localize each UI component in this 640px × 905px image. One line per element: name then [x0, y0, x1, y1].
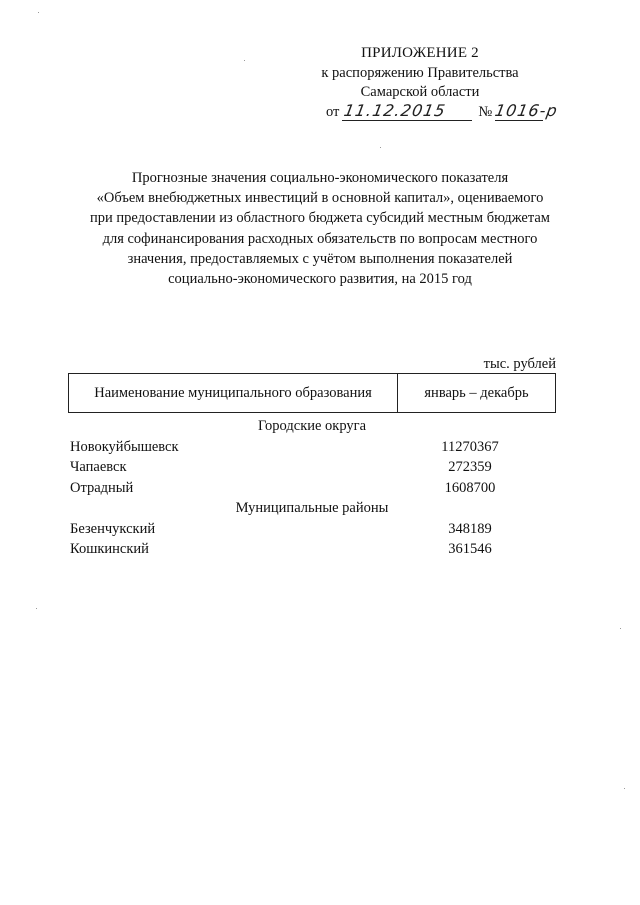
units-label: тыс. рублей	[483, 356, 556, 372]
heading-line: «Объем внебюджетных инвестиций в основной капитал», оцениваемого	[96, 190, 544, 207]
number-label: №	[478, 103, 493, 120]
municipality-name: Новокуйбышевск	[70, 438, 179, 455]
column-header-name: Наименование муниципального образования	[69, 374, 398, 412]
forecast-value: 361546	[448, 541, 492, 557]
appendix-header	[300, 44, 560, 123]
forecast-value: 1608700	[444, 479, 496, 496]
heading-line: социально-экономического развития, на 2015 год	[168, 271, 472, 288]
heading-line: значения, предоставляемых с учётом выполнения показателей	[127, 250, 513, 267]
table-row	[68, 457, 556, 478]
from-label: от	[326, 103, 340, 120]
municipality-name: Кошкинский	[70, 541, 149, 557]
appendix-signature-line	[300, 100, 560, 123]
appendix-line-2: Самарской области	[360, 84, 480, 100]
scan-speck	[620, 628, 621, 629]
heading-line: для софинансирования расходных обязательств по вопросам местного	[102, 230, 538, 247]
scan-speck	[380, 147, 381, 148]
appendix-title: ПРИЛОЖЕНИЕ 2	[361, 45, 479, 61]
heading-line: при предоставлении из областного бюджета субсидий местным бюджетам	[90, 210, 550, 227]
table-row	[68, 519, 556, 540]
scan-speck	[38, 12, 39, 13]
group-title: Городские округа	[257, 418, 367, 434]
municipality-name: Безенчукский	[70, 520, 156, 537]
number-field	[493, 100, 560, 121]
municipality-name: Чапаевск	[70, 459, 127, 475]
scan-speck	[36, 608, 37, 609]
handwritten-number: 1016-р	[493, 100, 560, 120]
document-heading	[70, 168, 570, 289]
forecast-value: 272359	[448, 459, 492, 475]
date-field	[342, 100, 472, 121]
forecast-value: 11270367	[441, 438, 499, 455]
scan-speck	[244, 60, 245, 61]
handwritten-date: 11.12.2015	[342, 100, 448, 120]
table-body	[68, 416, 556, 560]
table-row	[68, 437, 556, 458]
forecast-value: 348189	[448, 520, 492, 537]
table-row	[68, 478, 556, 499]
table-row	[68, 539, 556, 560]
heading-line: Прогнозные значения социально-экономического показателя	[131, 170, 509, 186]
column-header-period: январь – декабрь	[424, 384, 529, 401]
scan-speck	[624, 788, 625, 789]
table-header	[68, 373, 556, 413]
group-title: Муниципальные районы	[235, 500, 389, 516]
municipality-name: Отрадный	[70, 479, 134, 496]
appendix-line-1: к распоряжению Правительства	[321, 64, 519, 81]
